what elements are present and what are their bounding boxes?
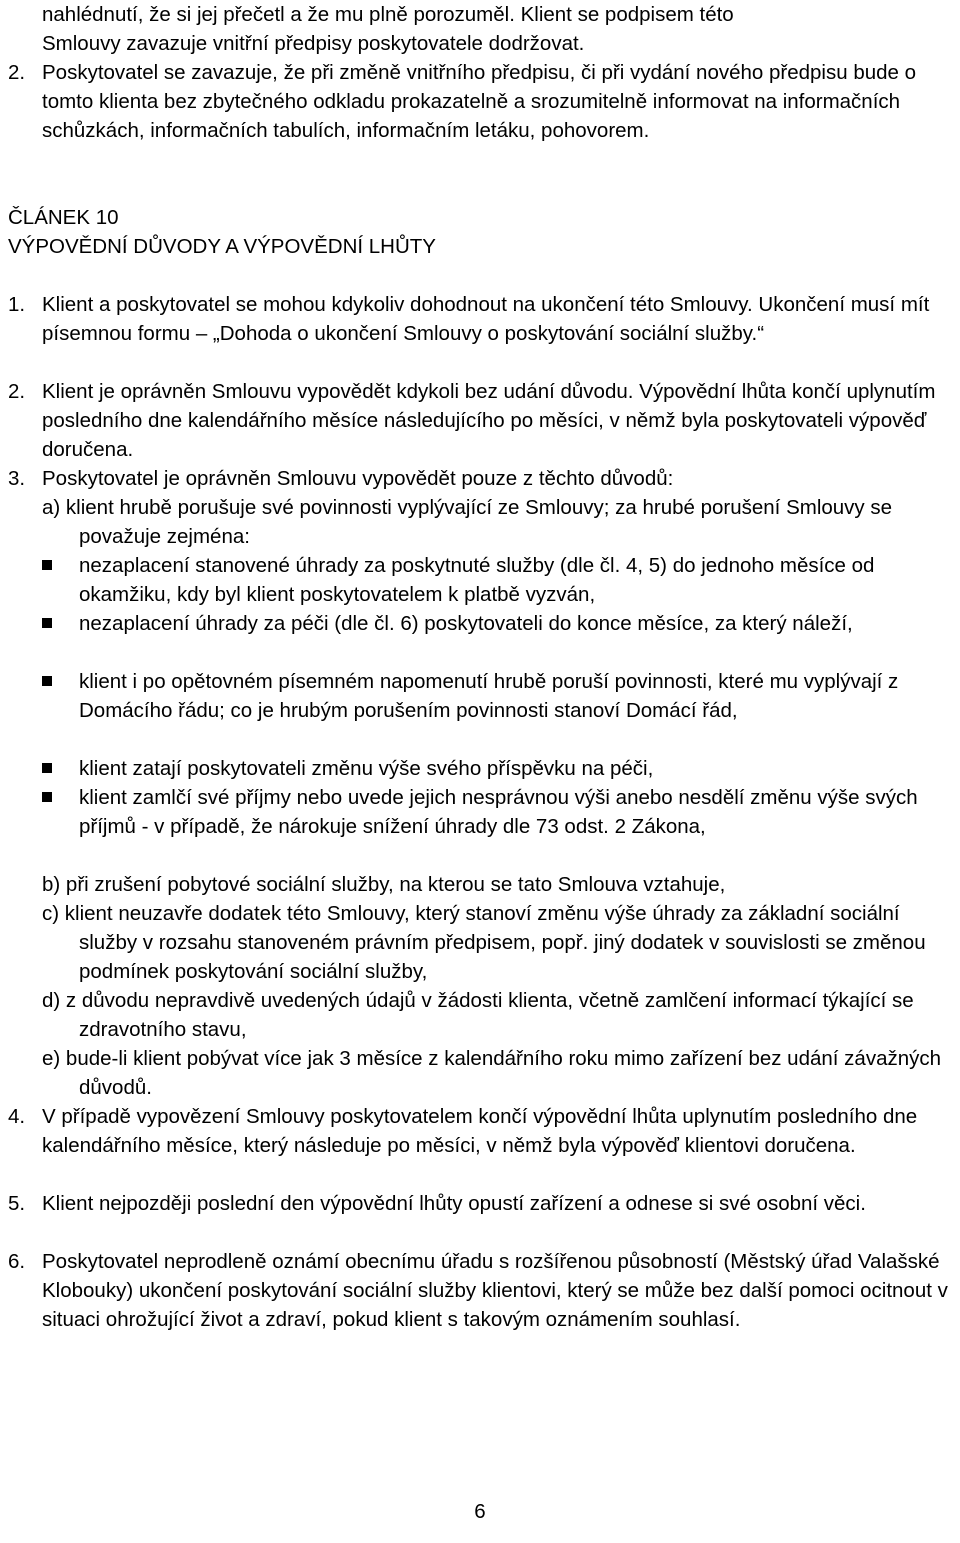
item-number: 3.	[8, 467, 26, 490]
sub-item-d	[42, 986, 958, 1044]
bullet-item	[42, 783, 958, 841]
item-number: 5.	[8, 1192, 26, 1215]
bullet-text: nezaplacení stanovené úhrady za poskytnuté služby (dle čl. 4, 5) do jednoho měsíce od okamžiku, kdy byl klient poskytovatelem k platbě vyzván,	[79, 554, 875, 606]
item-number: 1.	[8, 293, 26, 316]
item-text: Poskytovatel neprodleně oznámí obecnímu úřadu s rozšířenou působností (Městský úřad Valašské Klobouky) ukončení poskytování sociální služby klientovi, který se může bez další pomoci ocitnout v situaci ohrožující život a zdraví, pokud klient s takovým oznámením souhlasí.	[42, 1250, 948, 1331]
sub-item-a	[42, 493, 958, 551]
bullet-text: klient zatají poskytovateli změnu výše svého příspěvku na péči,	[79, 757, 654, 780]
item-text: Poskytovatel je oprávněn Smlouvu vypovědět pouze z těchto důvodů:	[42, 467, 674, 490]
article-title: VÝPOVĚDNÍ DŮVODY A VÝPOVĚDNÍ LHŮTY	[8, 235, 436, 258]
sub-item-text: b) při zrušení pobytové sociální služby, na kterou se tato Smlouva vztahuje,	[42, 873, 726, 896]
sub-item-c	[42, 899, 958, 986]
bullet-item	[42, 754, 958, 783]
sub-item-b	[42, 870, 958, 899]
sub-item-text: c) klient neuzavře dodatek této Smlouvy, který stanoví změnu výše úhrady za základní sociální služby v rozsahu stanoveném právním předpisem, popř. jiný dodatek v souvislosti se změnou podmínek poskytování sociální služby,	[42, 902, 926, 983]
bullet-item	[42, 551, 958, 609]
bullet-item	[42, 609, 958, 638]
paragraph-continuation	[42, 0, 958, 58]
sub-item-e	[42, 1044, 958, 1102]
bullet-square-icon	[42, 618, 52, 628]
item-text: V případě vypovězení Smlouvy poskytovatelem končí výpovědní lhůta uplynutím posledního dne kalendářního měsíce, který následuje po měsíci, v němž byla výpověď klientovi doručena.	[42, 1105, 918, 1157]
bullet-text: klient zamlčí své příjmy nebo uvede jejich nesprávnou výši anebo nesdělí změnu výše svých příjmů - v případě, že nárokuje snížení úhrady dle 73 odst. 2 Zákona,	[79, 786, 918, 838]
bullet-square-icon	[42, 763, 52, 773]
bullet-square-icon	[42, 676, 52, 686]
bullet-text: nezaplacení úhrady za péči (dle čl. 6) poskytovateli do konce měsíce, za který náleží,	[79, 612, 853, 635]
text-line: Smlouvy zavazuje vnitřní předpisy poskytovatele dodržovat.	[42, 32, 585, 55]
bullet-item	[42, 667, 958, 725]
item-number: 2.	[8, 380, 26, 403]
item-number: 2.	[8, 61, 26, 84]
item-number: 6.	[8, 1250, 26, 1273]
item-number: 4.	[8, 1105, 26, 1128]
text-line: nahlédnutí, že si jej přečetl a že mu plně porozuměl. Klient se podpisem této	[42, 3, 734, 26]
sub-item-text: a) klient hrubě porušuje své povinnosti vyplývající ze Smlouvy; za hrubé porušení Smlouvy se považuje zejména:	[42, 496, 893, 548]
item-text: Poskytovatel se zavazuje, že při změně vnitřního předpisu, či při vydání nového předpisu bude o tomto klienta bez zbytečného odkladu prokazatelně a srozumitelně informovat na informačních schůzkách, informačních tabulích, informačním letáku, pohovorem.	[42, 61, 917, 142]
item-text: Klient je oprávněn Smlouvu vypovědět kdykoli bez udání důvodu. Výpovědní lhůta končí uplynutím posledního dne kalendářního měsíce následujícího po měsíci, v němž byla poskytovateli výpověď doručena.	[42, 380, 936, 461]
sub-item-text: e) bude-li klient pobývat více jak 3 měsíce z kalendářního roku mimo zařízení bez udání závažných důvodů.	[42, 1047, 942, 1099]
item-text: Klient nejpozději poslední den výpovědní lhůty opustí zařízení a odnese si své osobní věci.	[42, 1192, 866, 1215]
article-heading: ČLÁNEK 10	[8, 206, 119, 229]
page-number: 6	[474, 1500, 486, 1523]
bullet-square-icon	[42, 792, 52, 802]
bullet-square-icon	[42, 560, 52, 570]
sub-item-text: d) z důvodu nepravdivě uvedených údajů v žádosti klienta, včetně zamlčení informací týkající se zdravotního stavu,	[42, 989, 914, 1041]
bullet-text: klient i po opětovném písemném napomenutí hrubě poruší povinnosti, které mu vyplývají z Domácího řádu; co je hrubým porušením povinnosti stanoví Domácí řád,	[79, 670, 899, 722]
item-text: Klient a poskytovatel se mohou kdykoliv dohodnout na ukončení této Smlouvy. Ukončení musí mít písemnou formu – „Dohoda o ukončení Smlouvy o poskytování sociální služby.“	[42, 293, 930, 345]
